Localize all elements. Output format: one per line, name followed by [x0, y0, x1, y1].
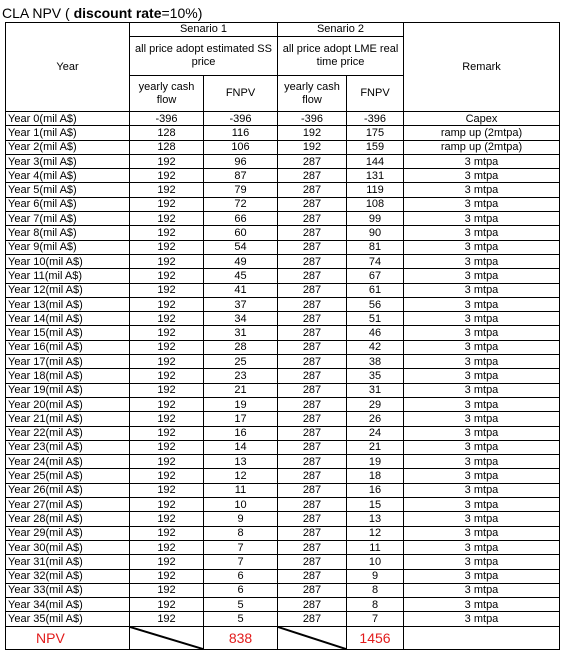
s1-fnpv-cell: 96 — [204, 154, 278, 168]
title-suffix: =10%) — [161, 5, 203, 21]
s2-cash-cell: 287 — [278, 455, 347, 469]
remark-cell: 3 mtpa — [404, 283, 560, 297]
s2-cash-cell: 287 — [278, 169, 347, 183]
s1-cash-cell: 192 — [130, 169, 204, 183]
table-row — [6, 397, 560, 411]
year-cell: Year 11(mil A$) — [6, 269, 130, 283]
npv-label: NPV — [6, 626, 130, 649]
s1-fnpv-cell: 5 — [204, 598, 278, 612]
table-row — [6, 526, 560, 540]
s2-cash-cell: 287 — [278, 440, 347, 454]
year-cell: Year 0(mil A$) — [6, 112, 130, 126]
s1-fnpv-cell: 13 — [204, 455, 278, 469]
year-cell: Year 1(mil A$) — [6, 126, 130, 140]
s2-fnpv-cell: 99 — [347, 212, 404, 226]
s1-fnpv-cell: 8 — [204, 526, 278, 540]
s2-cash-cell: 287 — [278, 540, 347, 554]
s1-fnpv-cell: 41 — [204, 283, 278, 297]
s2-cash-cell: 287 — [278, 326, 347, 340]
remark-cell: 3 mtpa — [404, 455, 560, 469]
remark-cell: 3 mtpa — [404, 212, 560, 226]
remark-cell: 3 mtpa — [404, 569, 560, 583]
s1-fnpv-cell: 9 — [204, 512, 278, 526]
title-prefix: CLA NPV ( — [2, 5, 74, 21]
table-row — [6, 583, 560, 597]
s1-fnpv-cell: 106 — [204, 140, 278, 154]
year-cell: Year 20(mil A$) — [6, 397, 130, 411]
s1-cash-cell: 192 — [130, 226, 204, 240]
s1-fnpv-cell: 37 — [204, 297, 278, 311]
remark-cell: 3 mtpa — [404, 326, 560, 340]
s2-cash-cell: 287 — [278, 226, 347, 240]
remark-cell: 3 mtpa — [404, 583, 560, 597]
table-row — [6, 240, 560, 254]
s2-cash-cell: 287 — [278, 426, 347, 440]
table-row — [6, 569, 560, 583]
s1-fnpv-cell: 19 — [204, 397, 278, 411]
s2-fnpv-cell: 16 — [347, 483, 404, 497]
year-cell: Year 19(mil A$) — [6, 383, 130, 397]
year-cell: Year 16(mil A$) — [6, 340, 130, 354]
year-cell: Year 28(mil A$) — [6, 512, 130, 526]
s1-fnpv-cell: 87 — [204, 169, 278, 183]
title-bold: discount rate — [73, 5, 162, 21]
s1-cash-cell: 192 — [130, 598, 204, 612]
table-row — [6, 226, 560, 240]
header-scenario-2: Senario 2 — [278, 23, 404, 37]
header-scenario-1: Senario 1 — [130, 23, 278, 37]
s1-fnpv-cell: 28 — [204, 340, 278, 354]
s2-cash-cell: 287 — [278, 512, 347, 526]
s1-cash-cell: 192 — [130, 355, 204, 369]
s1-cash-cell: 192 — [130, 397, 204, 411]
table-row — [6, 498, 560, 512]
s2-cash-cell: 287 — [278, 240, 347, 254]
page-title — [2, 4, 202, 22]
s1-cash-cell: 192 — [130, 498, 204, 512]
s1-cash-cell: 192 — [130, 483, 204, 497]
s2-fnpv-cell: 31 — [347, 383, 404, 397]
header-year: Year — [6, 23, 130, 112]
table-row — [6, 598, 560, 612]
s2-cash-cell: 287 — [278, 483, 347, 497]
year-cell: Year 34(mil A$) — [6, 598, 130, 612]
remark-cell: 3 mtpa — [404, 254, 560, 268]
remark-cell: ramp up (2mtpa) — [404, 140, 560, 154]
s1-fnpv-cell: 21 — [204, 383, 278, 397]
remark-cell: 3 mtpa — [404, 154, 560, 168]
s1-fnpv-cell: 72 — [204, 197, 278, 211]
year-cell: Year 8(mil A$) — [6, 226, 130, 240]
s1-cash-cell: 192 — [130, 612, 204, 626]
remark-cell: 3 mtpa — [404, 169, 560, 183]
header-remark: Remark — [404, 23, 560, 112]
table-row — [6, 154, 560, 168]
s2-cash-cell: 192 — [278, 140, 347, 154]
table-row — [6, 112, 560, 126]
header-s2-fnpv: FNPV — [347, 76, 404, 112]
s2-cash-cell: 192 — [278, 126, 347, 140]
diagonal-line — [278, 627, 346, 649]
s2-cash-cell: 287 — [278, 355, 347, 369]
remark-cell: 3 mtpa — [404, 555, 560, 569]
s2-fnpv-cell: 74 — [347, 254, 404, 268]
s1-fnpv-cell: 54 — [204, 240, 278, 254]
remark-cell: 3 mtpa — [404, 183, 560, 197]
s1-cash-cell: 192 — [130, 326, 204, 340]
s2-cash-cell: 287 — [278, 555, 347, 569]
remark-cell: 3 mtpa — [404, 526, 560, 540]
s1-cash-cell: 192 — [130, 569, 204, 583]
s2-cash-cell: 287 — [278, 283, 347, 297]
s2-fnpv-cell: 175 — [347, 126, 404, 140]
s2-fnpv-cell: 7 — [347, 612, 404, 626]
table-row — [6, 355, 560, 369]
year-cell: Year 22(mil A$) — [6, 426, 130, 440]
table-row — [6, 283, 560, 297]
s1-fnpv-cell: 45 — [204, 269, 278, 283]
npv-remark-blank — [404, 626, 560, 649]
s1-cash-cell: 128 — [130, 126, 204, 140]
table-row — [6, 297, 560, 311]
s1-fnpv-cell: 116 — [204, 126, 278, 140]
s2-cash-cell: 287 — [278, 297, 347, 311]
s2-cash-cell: 287 — [278, 412, 347, 426]
table-row — [6, 455, 560, 469]
s2-fnpv-cell: 24 — [347, 426, 404, 440]
remark-cell: 3 mtpa — [404, 512, 560, 526]
year-cell: Year 9(mil A$) — [6, 240, 130, 254]
year-cell: Year 14(mil A$) — [6, 312, 130, 326]
s1-cash-cell: 192 — [130, 526, 204, 540]
header-s2-cash: yearly cash flow — [278, 76, 347, 112]
year-cell: Year 17(mil A$) — [6, 355, 130, 369]
s1-fnpv-cell: 23 — [204, 369, 278, 383]
s2-fnpv-cell: 46 — [347, 326, 404, 340]
s2-cash-cell: -396 — [278, 112, 347, 126]
year-cell: Year 33(mil A$) — [6, 583, 130, 597]
remark-cell: 3 mtpa — [404, 440, 560, 454]
table-row — [6, 512, 560, 526]
year-cell: Year 30(mil A$) — [6, 540, 130, 554]
s1-fnpv-cell: 60 — [204, 226, 278, 240]
s2-cash-cell: 287 — [278, 197, 347, 211]
s1-cash-cell: 192 — [130, 412, 204, 426]
table-row — [6, 269, 560, 283]
s1-fnpv-cell: 31 — [204, 326, 278, 340]
table-row — [6, 126, 560, 140]
year-cell: Year 3(mil A$) — [6, 154, 130, 168]
remark-cell: 3 mtpa — [404, 340, 560, 354]
s2-cash-cell: 287 — [278, 254, 347, 268]
npv-s1-blank — [130, 626, 204, 649]
s2-cash-cell: 287 — [278, 154, 347, 168]
remark-cell: 3 mtpa — [404, 297, 560, 311]
s2-cash-cell: 287 — [278, 383, 347, 397]
s1-fnpv-cell: 12 — [204, 469, 278, 483]
s2-fnpv-cell: 159 — [347, 140, 404, 154]
s2-cash-cell: 287 — [278, 598, 347, 612]
table-row — [6, 440, 560, 454]
s2-cash-cell: 287 — [278, 612, 347, 626]
year-cell: Year 18(mil A$) — [6, 369, 130, 383]
s1-cash-cell: 192 — [130, 383, 204, 397]
header-s1-fnpv: FNPV — [204, 76, 278, 112]
table-row — [6, 197, 560, 211]
s1-cash-cell: 192 — [130, 540, 204, 554]
s2-fnpv-cell: 119 — [347, 183, 404, 197]
header-s1-cash: yearly cash flow — [130, 76, 204, 112]
s1-cash-cell: 192 — [130, 583, 204, 597]
header-scenario-1-desc: all price adopt estimated SS price — [130, 37, 278, 76]
s1-cash-cell: 192 — [130, 269, 204, 283]
remark-cell: 3 mtpa — [404, 540, 560, 554]
s1-cash-cell: 192 — [130, 426, 204, 440]
s1-fnpv-cell: 17 — [204, 412, 278, 426]
s2-fnpv-cell: 13 — [347, 512, 404, 526]
s1-cash-cell: 192 — [130, 154, 204, 168]
year-cell: Year 10(mil A$) — [6, 254, 130, 268]
remark-cell: 3 mtpa — [404, 226, 560, 240]
diagonal-line — [130, 627, 203, 649]
s2-fnpv-cell: 81 — [347, 240, 404, 254]
s2-fnpv-cell: 35 — [347, 369, 404, 383]
s2-fnpv-cell: 42 — [347, 340, 404, 354]
s1-cash-cell: 192 — [130, 283, 204, 297]
remark-cell: 3 mtpa — [404, 383, 560, 397]
remark-cell: 3 mtpa — [404, 469, 560, 483]
year-cell: Year 2(mil A$) — [6, 140, 130, 154]
table-row — [6, 183, 560, 197]
remark-cell: 3 mtpa — [404, 426, 560, 440]
remark-cell: 3 mtpa — [404, 269, 560, 283]
s1-cash-cell: 192 — [130, 240, 204, 254]
table-row — [6, 140, 560, 154]
year-cell: Year 29(mil A$) — [6, 526, 130, 540]
s1-cash-cell: 192 — [130, 340, 204, 354]
remark-cell: 3 mtpa — [404, 355, 560, 369]
remark-cell: 3 mtpa — [404, 598, 560, 612]
s1-fnpv-cell: 10 — [204, 498, 278, 512]
s1-fnpv-cell: 66 — [204, 212, 278, 226]
s2-fnpv-cell: 12 — [347, 526, 404, 540]
s1-fnpv-cell: 7 — [204, 540, 278, 554]
s2-fnpv-cell: 8 — [347, 598, 404, 612]
npv-s2-blank — [278, 626, 347, 649]
s1-fnpv-cell: 34 — [204, 312, 278, 326]
table-row — [6, 540, 560, 554]
s1-fnpv-cell: -396 — [204, 112, 278, 126]
s1-cash-cell: 192 — [130, 369, 204, 383]
s2-fnpv-cell: 61 — [347, 283, 404, 297]
remark-cell: 3 mtpa — [404, 412, 560, 426]
remark-cell: 3 mtpa — [404, 397, 560, 411]
year-cell: Year 7(mil A$) — [6, 212, 130, 226]
s2-cash-cell: 287 — [278, 397, 347, 411]
s2-cash-cell: 287 — [278, 340, 347, 354]
s2-cash-cell: 287 — [278, 312, 347, 326]
remark-cell: 3 mtpa — [404, 369, 560, 383]
s1-cash-cell: 192 — [130, 197, 204, 211]
s1-fnpv-cell: 14 — [204, 440, 278, 454]
year-cell: Year 35(mil A$) — [6, 612, 130, 626]
s1-fnpv-cell: 5 — [204, 612, 278, 626]
s1-cash-cell: 192 — [130, 469, 204, 483]
table-row — [6, 469, 560, 483]
s1-cash-cell: 192 — [130, 254, 204, 268]
table-row — [6, 212, 560, 226]
s1-cash-cell: 192 — [130, 297, 204, 311]
s2-cash-cell: 287 — [278, 269, 347, 283]
npv-s1-value: 838 — [204, 626, 278, 649]
s2-fnpv-cell: 8 — [347, 583, 404, 597]
year-cell: Year 24(mil A$) — [6, 455, 130, 469]
s1-fnpv-cell: 79 — [204, 183, 278, 197]
s1-fnpv-cell: 7 — [204, 555, 278, 569]
year-cell: Year 27(mil A$) — [6, 498, 130, 512]
year-cell: Year 5(mil A$) — [6, 183, 130, 197]
s2-fnpv-cell: 67 — [347, 269, 404, 283]
s2-cash-cell: 287 — [278, 569, 347, 583]
s1-cash-cell: 192 — [130, 440, 204, 454]
s2-fnpv-cell: 29 — [347, 397, 404, 411]
npv-table — [5, 22, 560, 650]
s2-fnpv-cell: 19 — [347, 455, 404, 469]
table-row — [6, 555, 560, 569]
s2-cash-cell: 287 — [278, 183, 347, 197]
s1-cash-cell: 192 — [130, 455, 204, 469]
header-scenario-2-desc: all price adopt LME real time price — [278, 37, 404, 76]
s2-cash-cell: 287 — [278, 526, 347, 540]
s1-cash-cell: 192 — [130, 183, 204, 197]
s2-fnpv-cell: 15 — [347, 498, 404, 512]
year-cell: Year 12(mil A$) — [6, 283, 130, 297]
table-row — [6, 483, 560, 497]
year-cell: Year 6(mil A$) — [6, 197, 130, 211]
remark-cell: Capex — [404, 112, 560, 126]
s1-fnpv-cell: 6 — [204, 569, 278, 583]
year-cell: Year 4(mil A$) — [6, 169, 130, 183]
s1-fnpv-cell: 25 — [204, 355, 278, 369]
table-row — [6, 312, 560, 326]
remark-cell: ramp up (2mtpa) — [404, 126, 560, 140]
table-row — [6, 169, 560, 183]
s1-cash-cell: 192 — [130, 212, 204, 226]
year-cell: Year 32(mil A$) — [6, 569, 130, 583]
s1-fnpv-cell: 11 — [204, 483, 278, 497]
year-cell: Year 21(mil A$) — [6, 412, 130, 426]
remark-cell: 3 mtpa — [404, 197, 560, 211]
npv-s2-value: 1456 — [347, 626, 404, 649]
s1-cash-cell: 192 — [130, 312, 204, 326]
year-cell: Year 26(mil A$) — [6, 483, 130, 497]
table-row — [6, 426, 560, 440]
s1-cash-cell: -396 — [130, 112, 204, 126]
year-cell: Year 25(mil A$) — [6, 469, 130, 483]
remark-cell: 3 mtpa — [404, 240, 560, 254]
s2-fnpv-cell: 51 — [347, 312, 404, 326]
s1-cash-cell: 192 — [130, 555, 204, 569]
remark-cell: 3 mtpa — [404, 612, 560, 626]
s1-cash-cell: 192 — [130, 512, 204, 526]
s2-fnpv-cell: 144 — [347, 154, 404, 168]
remark-cell: 3 mtpa — [404, 483, 560, 497]
s1-fnpv-cell: 16 — [204, 426, 278, 440]
s2-fnpv-cell: 56 — [347, 297, 404, 311]
s2-cash-cell: 287 — [278, 583, 347, 597]
s2-fnpv-cell: 108 — [347, 197, 404, 211]
year-cell: Year 13(mil A$) — [6, 297, 130, 311]
s2-fnpv-cell: 11 — [347, 540, 404, 554]
remark-cell: 3 mtpa — [404, 498, 560, 512]
year-cell: Year 31(mil A$) — [6, 555, 130, 569]
table-row — [6, 326, 560, 340]
table-row — [6, 340, 560, 354]
s1-fnpv-cell: 6 — [204, 583, 278, 597]
table-row — [6, 383, 560, 397]
s1-cash-cell: 128 — [130, 140, 204, 154]
table-row — [6, 612, 560, 626]
s1-fnpv-cell: 49 — [204, 254, 278, 268]
s2-fnpv-cell: 131 — [347, 169, 404, 183]
s2-fnpv-cell: 26 — [347, 412, 404, 426]
s2-cash-cell: 287 — [278, 469, 347, 483]
table-row — [6, 254, 560, 268]
s2-cash-cell: 287 — [278, 498, 347, 512]
s2-fnpv-cell: 10 — [347, 555, 404, 569]
s2-fnpv-cell: 38 — [347, 355, 404, 369]
s2-fnpv-cell: 9 — [347, 569, 404, 583]
s2-fnpv-cell: 18 — [347, 469, 404, 483]
year-cell: Year 15(mil A$) — [6, 326, 130, 340]
year-cell: Year 23(mil A$) — [6, 440, 130, 454]
s2-cash-cell: 287 — [278, 369, 347, 383]
s2-fnpv-cell: 21 — [347, 440, 404, 454]
s2-cash-cell: 287 — [278, 212, 347, 226]
table-row — [6, 369, 560, 383]
remark-cell: 3 mtpa — [404, 312, 560, 326]
s2-fnpv-cell: 90 — [347, 226, 404, 240]
s2-fnpv-cell: -396 — [347, 112, 404, 126]
table-row — [6, 412, 560, 426]
